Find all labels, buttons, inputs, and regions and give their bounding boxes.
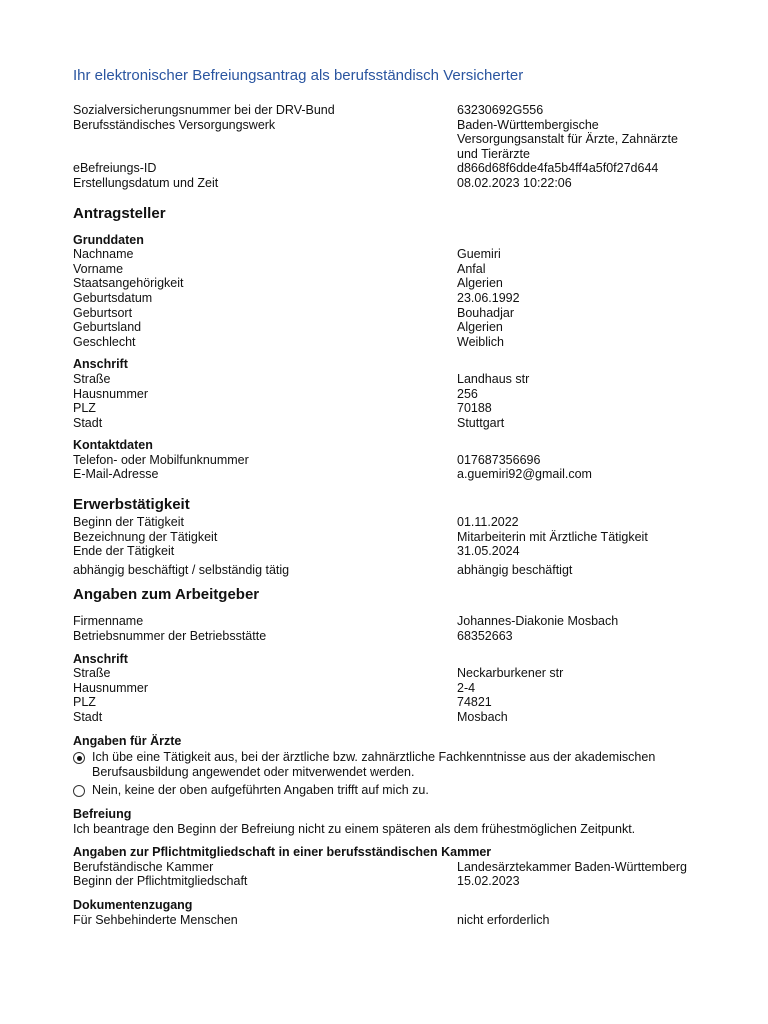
field-row bbox=[73, 614, 713, 629]
field-value: Mosbach bbox=[457, 710, 508, 724]
info-label: Berufsständisches Versorgungswerk bbox=[73, 117, 276, 132]
subheading-befreiung: Befreiung bbox=[73, 806, 132, 821]
field-label: Geburtsort bbox=[73, 305, 133, 320]
field-label: Beginn der Tätigkeit bbox=[73, 515, 184, 530]
field-row bbox=[73, 291, 713, 306]
field-row bbox=[73, 262, 713, 277]
field-value: 31.05.2024 bbox=[457, 544, 520, 559]
field-value: Neckarburkener str bbox=[457, 666, 564, 681]
section-heading-erwerb: Erwerbstätigkeit bbox=[73, 496, 190, 514]
field-value: Johannes-Diakonie Mosbach bbox=[457, 614, 619, 629]
info-value: 08.02.2023 10:22:06 bbox=[457, 175, 572, 190]
info-row bbox=[73, 161, 713, 176]
field-row bbox=[73, 372, 713, 387]
info-value: Baden-Württembergische Versorgungsanstalt für Ärzte, Zahnärzte und Tierärzte bbox=[457, 117, 678, 161]
field-value: 01.11.2022 bbox=[457, 515, 519, 530]
field-value: Algerien bbox=[457, 320, 503, 335]
info-row bbox=[73, 103, 713, 118]
field-row bbox=[73, 335, 713, 350]
subheading-kammer: Angaben zur Pflichtmitgliedschaft in einer berufsständischen Kammer bbox=[73, 845, 492, 860]
field-label: Hausnummer bbox=[73, 680, 149, 695]
info-value: 63230692G556 bbox=[457, 103, 544, 117]
field-value: 23.06.1992 bbox=[457, 290, 520, 305]
field-label: PLZ bbox=[73, 401, 96, 416]
field-value: 017687356696 bbox=[457, 452, 541, 467]
radio-button-unchecked[interactable] bbox=[73, 785, 85, 797]
aerzte-option-no[interactable] bbox=[73, 783, 713, 798]
field-value: Algerien bbox=[457, 276, 503, 291]
field-row bbox=[73, 515, 713, 530]
field-label: Betriebsnummer der Betriebsstätte bbox=[73, 629, 267, 644]
field-label: Bezeichnung der Tätigkeit bbox=[73, 529, 218, 544]
field-value: 70188 bbox=[457, 401, 492, 416]
aerzte-option-yes[interactable] bbox=[73, 750, 713, 779]
field-row bbox=[73, 320, 713, 335]
field-value: Landhaus str bbox=[457, 371, 530, 386]
field-row bbox=[73, 874, 713, 889]
field-label: Berufständische Kammer bbox=[73, 859, 214, 874]
header-info bbox=[73, 103, 713, 191]
subheading-dokumentenzugang: Dokumentenzugang bbox=[73, 897, 193, 912]
info-value: d866d68f6dde4fa5b4ff4a5f0f27d644 bbox=[457, 161, 659, 176]
field-label: Geburtsland bbox=[73, 320, 142, 335]
document-title: Ihr elektronischer Befreiungsantrag als berufsständisch Versicherter bbox=[73, 67, 524, 84]
field-label: E-Mail-Adresse bbox=[73, 467, 159, 482]
field-label: Firmenname bbox=[73, 614, 144, 629]
field-value: 256 bbox=[457, 386, 478, 401]
subheading-arbeitgeber-anschrift: Anschrift bbox=[73, 651, 128, 666]
field-value: Bouhadjar bbox=[457, 305, 514, 320]
subheading-aerzte: Angaben für Ärzte bbox=[73, 733, 182, 748]
field-row bbox=[73, 306, 713, 321]
field-row bbox=[73, 666, 713, 681]
field-label: Nachname bbox=[73, 247, 134, 262]
field-row bbox=[73, 247, 713, 262]
befreiung-text: Ich beantrage den Beginn der Befreiung nicht zu einem späteren als dem frühestmöglichen Zeitpunkt. bbox=[73, 821, 636, 836]
info-row bbox=[73, 118, 713, 162]
field-value: Stuttgart bbox=[457, 415, 505, 430]
field-value: Guemiri bbox=[457, 247, 501, 262]
field-label: PLZ bbox=[73, 695, 96, 710]
field-value: Mitarbeiterin mit Ärztliche Tätigkeit bbox=[457, 529, 648, 544]
field-label: Hausnummer bbox=[73, 386, 149, 401]
field-value: abhängig beschäftigt bbox=[457, 562, 573, 577]
field-row bbox=[73, 913, 713, 928]
field-row bbox=[73, 401, 713, 416]
field-value: 74821 bbox=[457, 695, 492, 710]
field-row bbox=[73, 530, 713, 545]
field-label: Geburtsdatum bbox=[73, 290, 153, 305]
field-row bbox=[73, 860, 713, 875]
field-label: Telefon- oder Mobilfunknummer bbox=[73, 452, 249, 467]
section-heading-antragsteller: Antragsteller bbox=[73, 204, 166, 222]
field-value: Landesärztekammer Baden-Württemberg bbox=[457, 859, 687, 874]
field-label: Beginn der Pflichtmitgliedschaft bbox=[73, 874, 248, 889]
field-value: a.guemiri92@gmail.com bbox=[457, 467, 592, 482]
field-label: Stadt bbox=[73, 710, 103, 724]
field-label: Ende der Tätigkeit bbox=[73, 544, 175, 559]
radio-button-checked[interactable] bbox=[73, 752, 85, 764]
field-value: 2-4 bbox=[457, 680, 476, 695]
field-row bbox=[73, 695, 713, 710]
field-value: 15.02.2023 bbox=[457, 874, 520, 889]
field-value: 68352663 bbox=[457, 629, 513, 644]
field-row bbox=[73, 629, 713, 644]
field-row bbox=[73, 710, 713, 725]
field-label: Vorname bbox=[73, 261, 124, 276]
info-label: Erstellungsdatum und Zeit bbox=[73, 175, 219, 190]
info-row bbox=[73, 176, 713, 191]
field-row bbox=[73, 544, 713, 559]
field-row bbox=[73, 387, 713, 402]
field-label: abhängig beschäftigt / selbständig tätig bbox=[73, 562, 290, 577]
field-row bbox=[73, 416, 713, 431]
document-page bbox=[73, 66, 713, 927]
section-heading-arbeitgeber: Angaben zum Arbeitgeber bbox=[73, 586, 260, 604]
field-label: Staatsangehörigkeit bbox=[73, 276, 184, 291]
field-label: Geschlecht bbox=[73, 334, 136, 349]
info-label: Sozialversicherungsnummer bei der DRV-Bund bbox=[73, 103, 335, 117]
field-row bbox=[73, 563, 713, 578]
field-row bbox=[73, 467, 713, 482]
field-row bbox=[73, 453, 713, 468]
subheading-anschrift: Anschrift bbox=[73, 357, 128, 372]
field-label: Straße bbox=[73, 666, 111, 681]
field-row bbox=[73, 681, 713, 696]
field-value: Anfal bbox=[457, 261, 486, 276]
aerzte-option-yes-label: Ich übe eine Tätigkeit aus, bei der ärztliche bzw. zahnärztliche Fachkenntnisse aus der akademischen Berufsausbildung angewendet oder mitverwendet werden. bbox=[92, 750, 656, 779]
field-label: Stadt bbox=[73, 415, 103, 430]
field-label: Straße bbox=[73, 371, 111, 386]
field-value: nicht erforderlich bbox=[457, 912, 550, 927]
subheading-kontaktdaten: Kontaktdaten bbox=[73, 438, 153, 453]
field-row bbox=[73, 276, 713, 291]
subheading-grunddaten: Grunddaten bbox=[73, 232, 144, 247]
field-value: Weiblich bbox=[457, 334, 505, 349]
aerzte-option-no-label: Nein, keine der oben aufgeführten Angaben trifft auf mich zu. bbox=[92, 783, 429, 798]
field-label: Für Sehbehinderte Menschen bbox=[73, 912, 238, 927]
info-label: eBefreiungs-ID bbox=[73, 161, 157, 176]
